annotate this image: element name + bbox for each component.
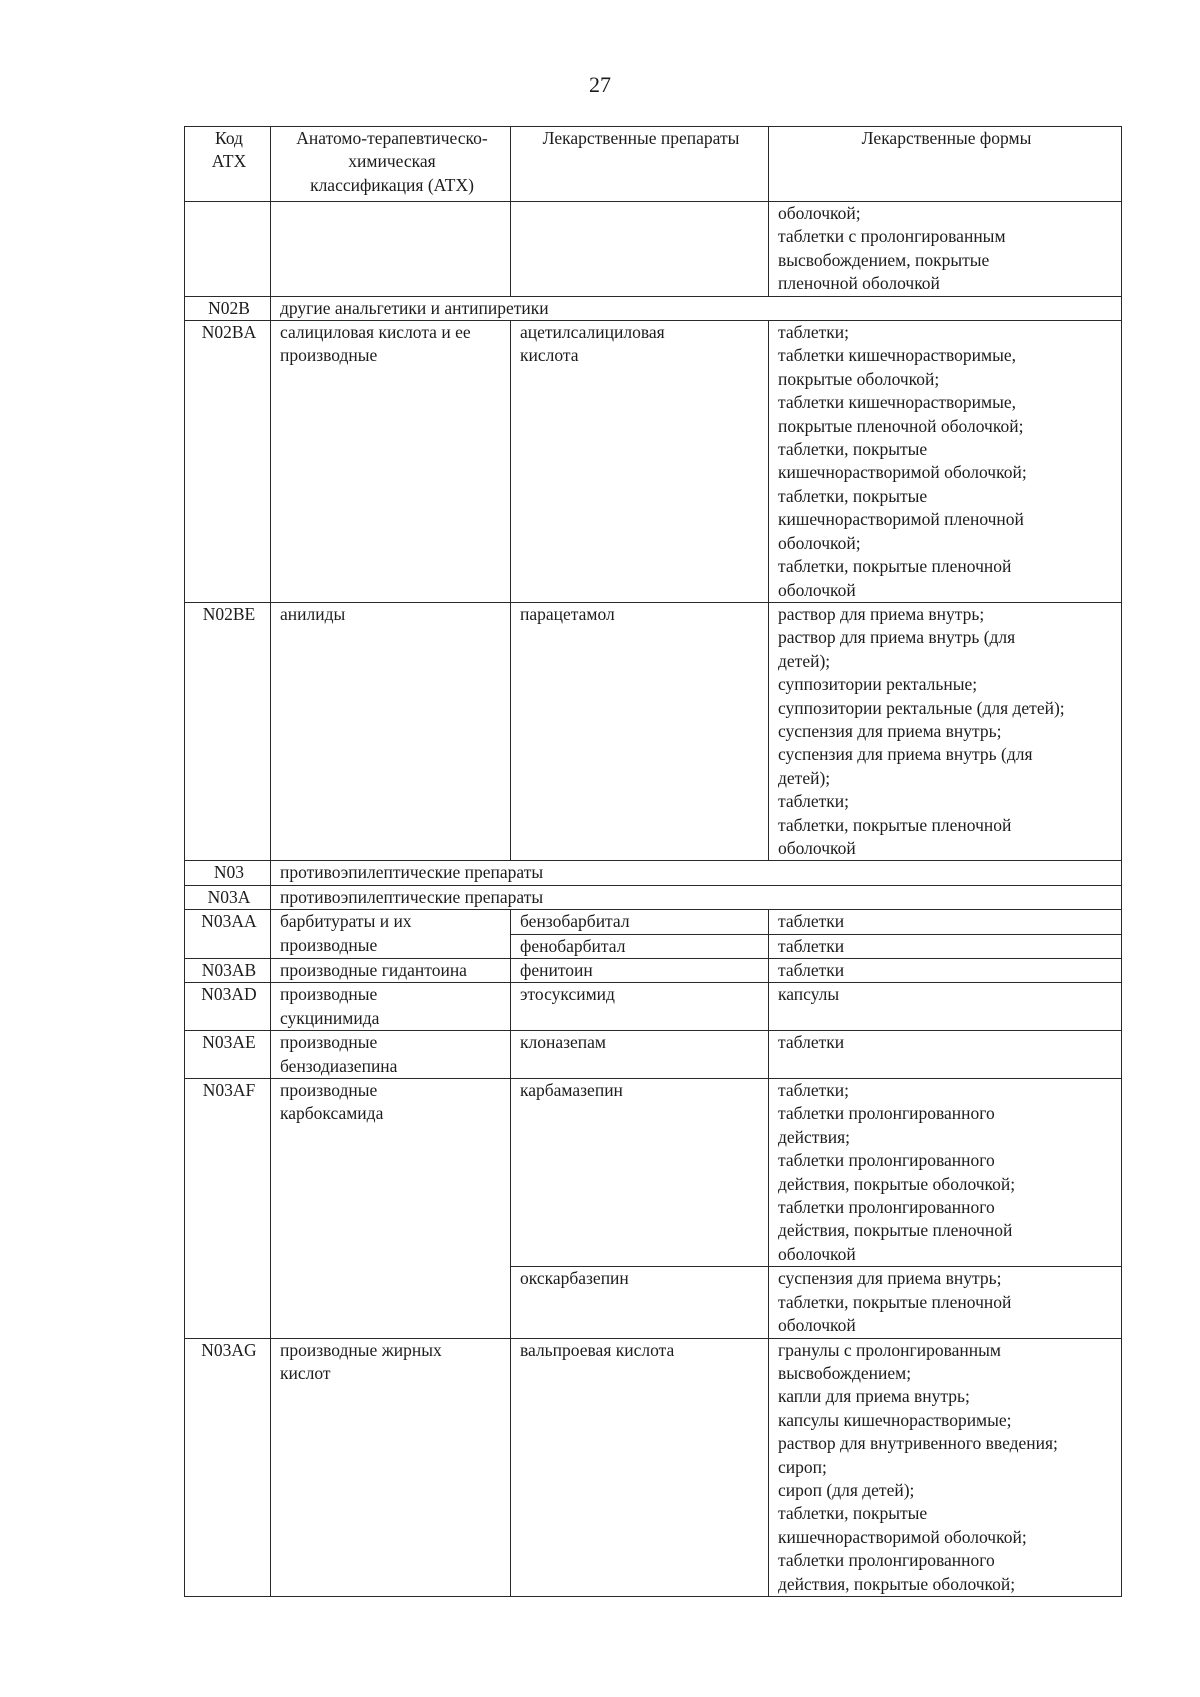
medicine-cell: фенитоин: [511, 959, 769, 983]
classification-cell: производные карбоксамида: [271, 1079, 511, 1338]
dosage-forms-cell: таблетки; таблетки кишечнорастворимые, покрытые оболочкой; таблетки кишечнорастворимые, покрытые пленочной оболочкой; таблетки, покрытые кишечнорастворимой оболочкой; таблетки, покрытые кишечнорастворимой пленочной оболочкой; таблетки, покрытые пленочной оболочкой: [769, 321, 1122, 603]
medicine-cell: ацетилсалициловая кислота: [511, 321, 769, 603]
atc-code-cell: N03: [185, 861, 271, 885]
atc-code-cell: N03AG: [185, 1338, 271, 1596]
table-row: [185, 202, 1122, 297]
table-row: [185, 1338, 1122, 1596]
table-group-row: [185, 861, 1122, 885]
dosage-forms-cell: капсулы: [769, 983, 1122, 1031]
group-name-cell: противоэпилептические препараты: [271, 861, 1122, 885]
dosage-forms-cell: суспензия для приема внутрь; таблетки, покрытые пленочной оболочкой: [769, 1267, 1122, 1338]
table-row: [185, 321, 1122, 603]
classification-cell: [271, 202, 511, 297]
atc-code-cell: N03AA: [185, 910, 271, 959]
table-row: [185, 602, 1122, 860]
header-medicines: Лекарственные препараты: [511, 127, 769, 202]
dosage-forms-cell: таблетки: [769, 910, 1122, 934]
table-header-row: [185, 127, 1122, 202]
dosage-forms-cell: гранулы с пролонгированным высвобождением; капли для приема внутрь; капсулы кишечнорастворимые; раствор для внутривенного введения; сироп; сироп (для детей); таблетки, покрытые кишечнорастворимой оболочкой; таблетки пролонгированного действия, покрытые оболочкой;: [769, 1338, 1122, 1596]
table-row: [185, 983, 1122, 1031]
classification-cell: производные жирных кислот: [271, 1338, 511, 1596]
classification-cell: производные сукцинимида: [271, 983, 511, 1031]
classification-cell: салициловая кислота и ее производные: [271, 321, 511, 603]
medicine-cell: вальпроевая кислота: [511, 1338, 769, 1596]
medicine-cell: [511, 202, 769, 297]
dosage-forms-cell: оболочкой; таблетки с пролонгированным высвобождением, покрытые пленочной оболочкой: [769, 202, 1122, 297]
group-name-cell: противоэпилептические препараты: [271, 885, 1122, 909]
atc-code-cell: [185, 202, 271, 297]
dosage-forms-cell: таблетки: [769, 1031, 1122, 1079]
medicine-cell: клоназепам: [511, 1031, 769, 1079]
table-row: [185, 1079, 1122, 1267]
header-dosage-forms: Лекарственные формы: [769, 127, 1122, 202]
medicine-cell: фенобарбитал: [511, 934, 769, 958]
dosage-forms-cell: таблетки; таблетки пролонгированного действия; таблетки пролонгированного действия, покрытые оболочкой; таблетки пролонгированного действия, покрытые пленочной оболочкой: [769, 1079, 1122, 1267]
atc-code-cell: N02BA: [185, 321, 271, 603]
atc-code-cell: N02BE: [185, 602, 271, 860]
dosage-forms-cell: таблетки: [769, 959, 1122, 983]
atc-code-cell: N03A: [185, 885, 271, 909]
medicine-cell: окскарбазепин: [511, 1267, 769, 1338]
classification-cell: анилиды: [271, 602, 511, 860]
atc-code-cell: N03AB: [185, 959, 271, 983]
classification-cell: барбитураты и их производные: [271, 910, 511, 959]
header-atc-classification: Анатомо-терапевтическо- химическая классификация (АТХ): [271, 127, 511, 202]
classification-cell: производные гидантоина: [271, 959, 511, 983]
medicine-cell: карбамазепин: [511, 1079, 769, 1267]
medicine-cell: этосуксимид: [511, 983, 769, 1031]
atc-drug-table: [184, 126, 1122, 1597]
table-group-row: [185, 885, 1122, 909]
table-group-row: [185, 296, 1122, 320]
table-row: [185, 959, 1122, 983]
table-row: [185, 910, 1122, 934]
atc-code-cell: N02B: [185, 296, 271, 320]
table-row: [185, 1031, 1122, 1079]
atc-code-cell: N03AF: [185, 1079, 271, 1338]
dosage-forms-cell: таблетки: [769, 934, 1122, 958]
header-atc-code: Код АТХ: [185, 127, 271, 202]
group-name-cell: другие анальгетики и антипиретики: [271, 296, 1122, 320]
medicine-cell: бензобарбитал: [511, 910, 769, 934]
atc-code-cell: N03AE: [185, 1031, 271, 1079]
medicine-cell: парацетамол: [511, 602, 769, 860]
classification-cell: производные бензодиазепина: [271, 1031, 511, 1079]
atc-code-cell: N03AD: [185, 983, 271, 1031]
dosage-forms-cell: раствор для приема внутрь; раствор для приема внутрь (для детей); суппозитории ректальные; суппозитории ректальные (для детей); суспензия для приема внутрь; суспензия для приема внутрь (для детей); таблетки; таблетки, покрытые пленочной оболочкой: [769, 602, 1122, 860]
page-number: 27: [589, 72, 611, 97]
